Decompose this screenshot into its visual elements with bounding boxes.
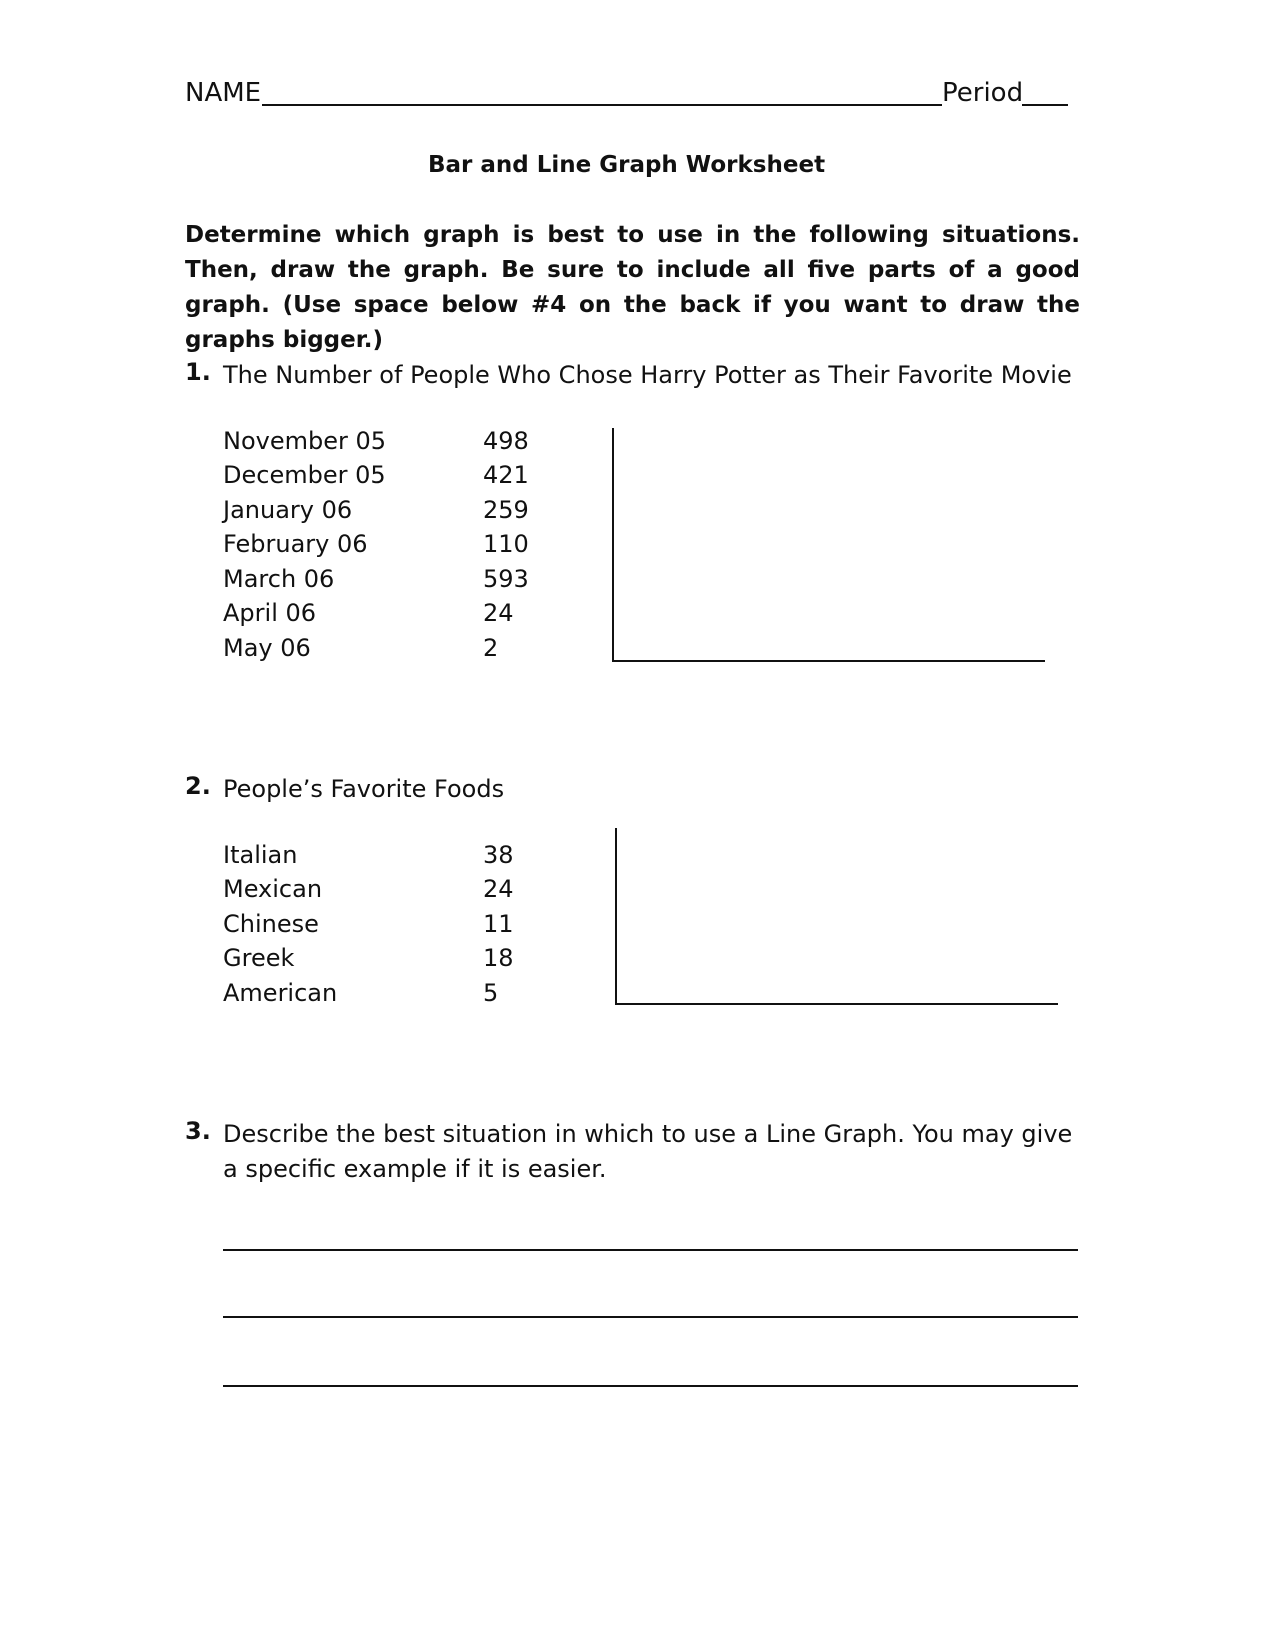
row-label: Mexican bbox=[223, 875, 323, 903]
answer-line[interactable] bbox=[223, 1316, 1078, 1318]
name-blank[interactable] bbox=[262, 104, 942, 106]
row-label: Greek bbox=[223, 944, 295, 972]
graph-2-y-axis bbox=[615, 828, 617, 1003]
row-value: 593 bbox=[483, 565, 529, 593]
graph-2-x-axis bbox=[615, 1003, 1058, 1005]
answer-line[interactable] bbox=[223, 1385, 1078, 1387]
graph-1-x-axis bbox=[612, 660, 1045, 662]
instructions: Determine which graph is best to use in the following situations. Then, draw the graph. Be sure to include all five parts of a good graph. (Use space below #4 on the back if you want to draw the graphs bigger.) bbox=[185, 222, 1080, 353]
period-label: Period bbox=[942, 78, 1024, 108]
row-value: 38 bbox=[483, 841, 514, 869]
question-1-prompt: The Number of People Who Chose Harry Potter as Their Favorite Movie bbox=[223, 361, 1072, 389]
row-label: American bbox=[223, 979, 338, 1007]
graph-1-y-axis bbox=[612, 428, 614, 660]
worksheet-title: Bar and Line Graph Worksheet bbox=[427, 152, 826, 178]
row-value: 11 bbox=[483, 910, 514, 938]
name-label: NAME bbox=[185, 78, 262, 108]
row-value: 24 bbox=[483, 875, 514, 903]
question-2-number: 2. bbox=[185, 772, 211, 800]
question-3-number: 3. bbox=[185, 1117, 211, 1145]
row-value: 421 bbox=[483, 461, 529, 489]
question-1-number: 1. bbox=[185, 358, 211, 386]
row-label: March 06 bbox=[223, 565, 335, 593]
row-value: 2 bbox=[483, 634, 499, 662]
row-label: January 06 bbox=[223, 496, 353, 524]
row-label: February 06 bbox=[223, 530, 368, 558]
row-label: May 06 bbox=[223, 634, 311, 662]
row-label: Chinese bbox=[223, 910, 319, 938]
row-value: 24 bbox=[483, 599, 514, 627]
question-2-prompt: People’s Favorite Foods bbox=[223, 775, 505, 803]
row-value: 5 bbox=[483, 979, 499, 1007]
answer-line[interactable] bbox=[223, 1249, 1078, 1251]
row-value: 110 bbox=[483, 530, 529, 558]
row-value: 498 bbox=[483, 427, 529, 455]
row-label: December 05 bbox=[223, 461, 386, 489]
row-value: 18 bbox=[483, 944, 514, 972]
row-label: November 05 bbox=[223, 427, 387, 455]
period-blank[interactable] bbox=[1022, 104, 1068, 106]
row-value: 259 bbox=[483, 496, 529, 524]
row-label: April 06 bbox=[223, 599, 317, 627]
question-3-prompt: Describe the best situation in which to use a Line Graph. You may give a specific example if it is easier. bbox=[223, 1120, 1073, 1183]
row-label: Italian bbox=[223, 841, 298, 869]
